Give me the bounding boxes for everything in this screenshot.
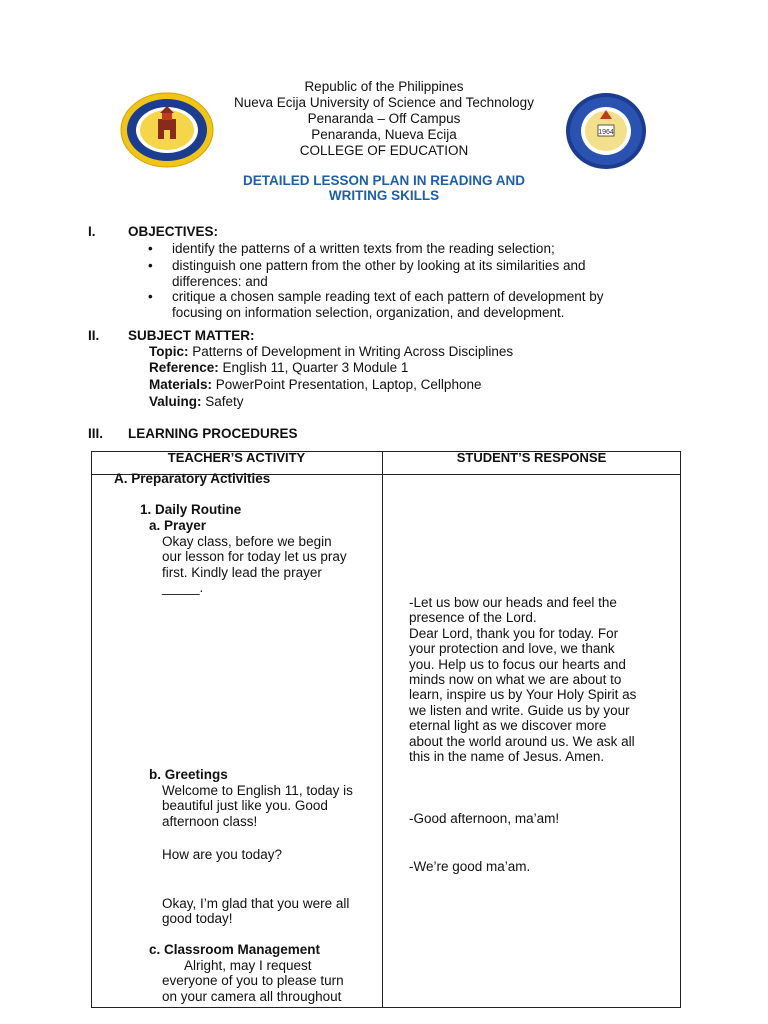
objective-item: • distinguish one pattern from the other by looking at its similarities and differences: and <box>148 258 586 289</box>
objectives-heading: OBJECTIVES: <box>128 224 219 239</box>
college-of-education-seal-logo <box>565 92 647 170</box>
document-title-line-2: WRITING SKILLS <box>328 188 440 203</box>
prayer-instruction: Okay class, before we begin our lesson for today let us pray first. Kindly lead the prayer _____. <box>162 534 347 596</box>
greeting-response: -Good afternoon, ma’am! <box>409 811 560 826</box>
prayer-response: -Let us bow our heads and feel the presence of the Lord. Dear Lord, thank you for today. For your protection and love, we thank you. Help us to focus our hearts and minds now on what we are about to learn, inspire us by Your Holy Spirit as we listen and write. Guide us by your eternal light as we discover more about the world around us. We ask all this in the name of Jesus. Amen. <box>409 595 637 765</box>
objectives-number: I. <box>88 224 96 239</box>
bullet-icon: • <box>148 258 153 273</box>
how-are-you-response: -We’re good ma’am. <box>409 859 531 874</box>
teacher-activity-header: TEACHER’S ACTIVITY <box>167 450 306 465</box>
header-line-college: COLLEGE OF EDUCATION <box>299 143 469 158</box>
glad-text: Okay, I’m glad that you were all good today! <box>162 896 350 927</box>
prayer-heading: a. Prayer <box>149 518 207 533</box>
greetings-text: Welcome to English 11, today is beautiful just like you. Good afternoon class! <box>162 783 353 829</box>
subject-valuing: Valuing: Safety <box>149 394 244 409</box>
classroom-management-text: Alright, may I request everyone of you to please turn on your camera all throughout <box>162 958 344 1004</box>
subject-matter-heading: SUBJECT MATTER: <box>128 328 255 343</box>
classroom-management-heading: c. Classroom Management <box>149 942 321 957</box>
how-are-you-text: How are you today? <box>162 847 283 862</box>
document-title-line-1: DETAILED LESSON PLAN IN READING AND <box>242 173 525 188</box>
daily-routine-heading: 1. Daily Routine <box>140 502 242 517</box>
bullet-icon: • <box>148 241 153 256</box>
procedures-number: III. <box>88 426 104 441</box>
svg-text:1964: 1964 <box>598 129 614 136</box>
bullet-icon: • <box>148 289 153 304</box>
header-line-campus: Penaranda – Off Campus <box>307 111 461 126</box>
procedures-heading: LEARNING PROCEDURES <box>128 426 298 441</box>
subject-reference: Reference: English 11, Quarter 3 Module 1 <box>149 360 409 375</box>
objective-item: • critique a chosen sample reading text of each pattern of development by focusing on information selection, organization, and development. <box>148 289 604 320</box>
subject-materials: Materials: PowerPoint Presentation, Laptop, Cellphone <box>149 377 482 392</box>
subject-matter-number: II. <box>88 328 100 343</box>
greetings-heading: b. Greetings <box>149 767 228 782</box>
header-line-republic: Republic of the Philippines <box>304 79 464 94</box>
header-line-location: Penaranda, Nueva Ecija <box>311 127 457 142</box>
subject-topic: Topic: Patterns of Development in Writing Across Disciplines <box>149 344 514 359</box>
table-column-divider <box>382 451 383 1007</box>
header-line-university: Nueva Ecija University of Science and Technology <box>234 95 534 110</box>
objective-item: • identify the patterns of a written texts from the reading selection; <box>148 241 555 256</box>
preparatory-activities-heading: A. Preparatory Activities <box>114 471 271 486</box>
student-response-header: STUDENT’S RESPONSE <box>456 450 607 465</box>
